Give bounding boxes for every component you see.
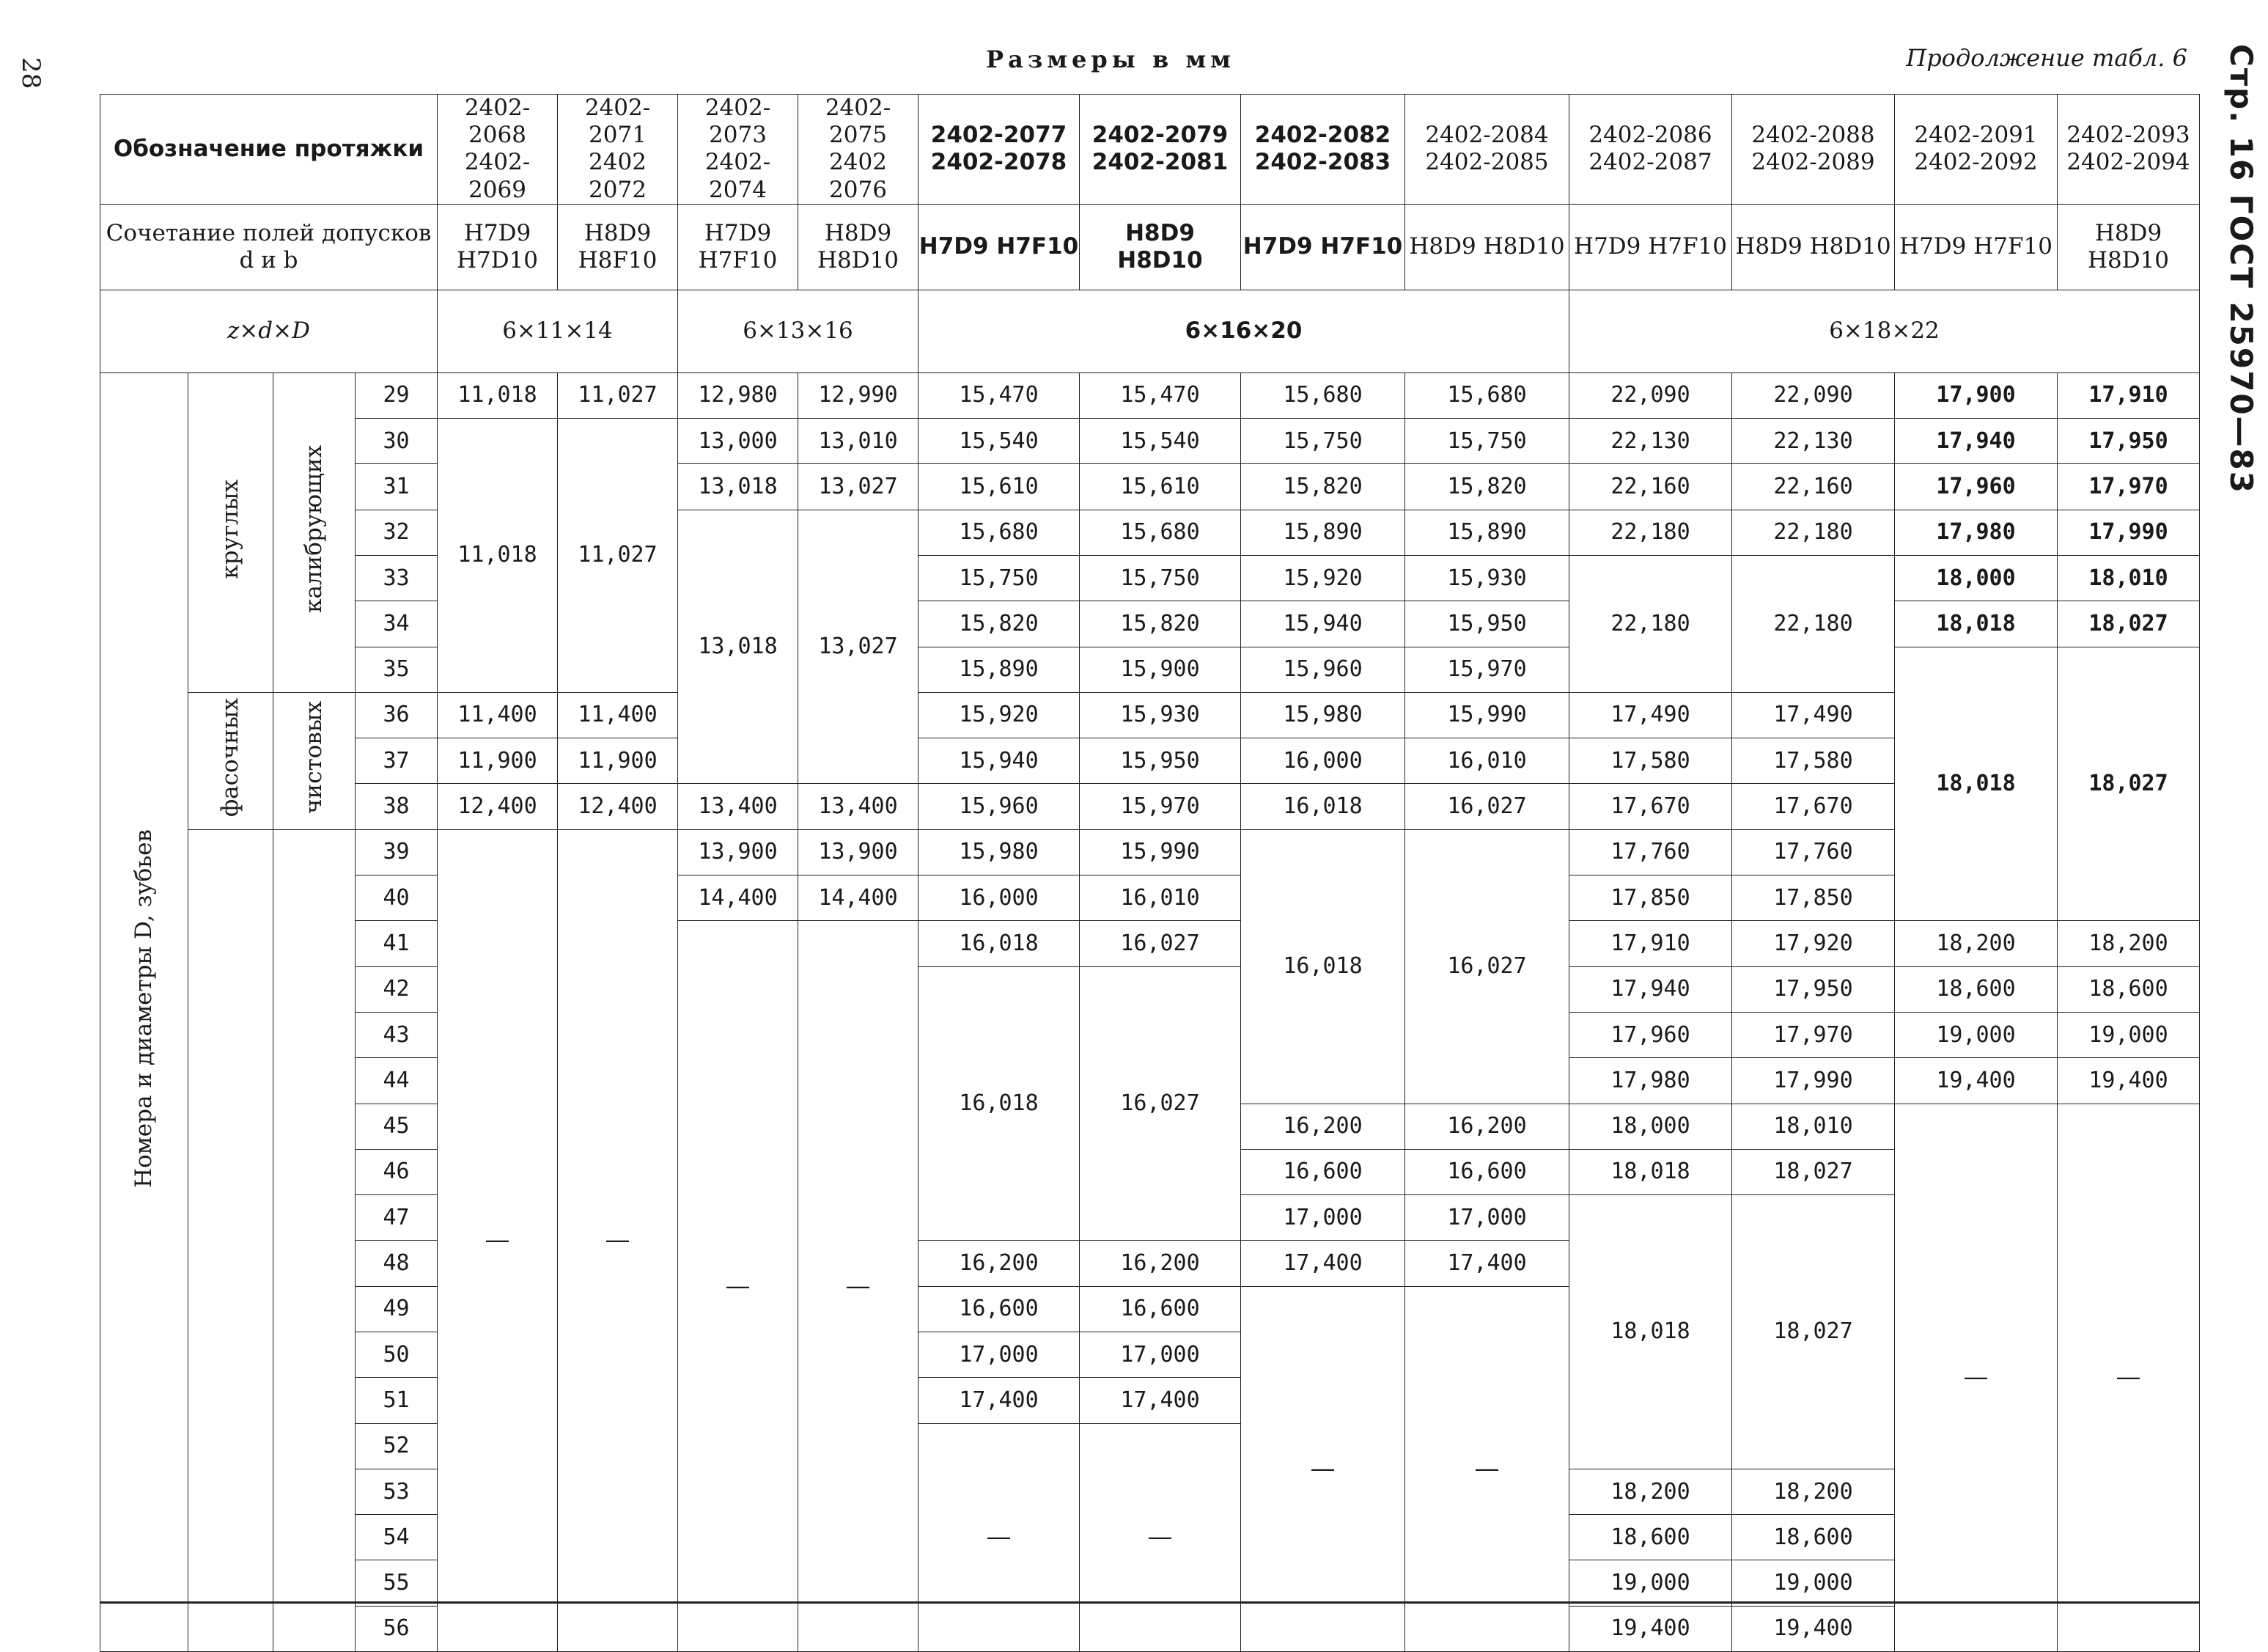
value-cell: 17,940 (1569, 966, 1732, 1012)
value-cell: 16,600 (918, 1286, 1080, 1332)
dims-cell: 6×11×14 (438, 290, 678, 372)
value-cell: 15,680 (918, 510, 1080, 555)
value-cell: 13,018 (678, 464, 798, 510)
value-cell: 13,900 (798, 829, 918, 875)
value-cell: 18,027 (2058, 601, 2200, 647)
tolerance-header: Сочетание полей допусков d и b (100, 204, 438, 290)
page-number: 28 (16, 57, 45, 89)
value-cell: 13,000 (678, 419, 798, 464)
value-cell: 17,990 (1732, 1058, 1895, 1104)
value-cell: 12,980 (678, 372, 798, 418)
tolerance-cell: H7D9 H7F10 (1569, 204, 1732, 290)
value-cell: 15,960 (1241, 647, 1405, 692)
value-cell: — (918, 1423, 1080, 1651)
dims-cell: 6×13×16 (678, 290, 918, 372)
value-cell: 16,027 (1405, 784, 1569, 829)
value-cell: — (1080, 1423, 1241, 1651)
value-cell: 16,600 (1080, 1286, 1241, 1332)
designation-cell: 2402-2088 2402-2089 (1732, 95, 1895, 205)
value-cell: 12,400 (438, 784, 558, 829)
value-cell: 14,400 (678, 875, 798, 921)
value-cell: 16,600 (1405, 1149, 1569, 1194)
value-cell: 16,200 (918, 1241, 1080, 1286)
value-cell: 13,400 (798, 784, 918, 829)
row-number: 37 (356, 738, 438, 784)
value-cell: 17,490 (1732, 692, 1895, 738)
value-cell: 16,000 (1241, 738, 1405, 784)
value-cell: 15,680 (1405, 372, 1569, 418)
value-cell: 18,600 (1569, 1515, 1732, 1560)
value-cell: 11,900 (438, 738, 558, 784)
value-cell: 15,540 (918, 419, 1080, 464)
tolerance-cell: H8D9 H8F10 (558, 204, 678, 290)
value-cell: 18,018 (1569, 1195, 1732, 1469)
row-number: 36 (356, 692, 438, 738)
value-cell: 17,910 (2058, 372, 2200, 418)
value-cell: 17,850 (1569, 875, 1732, 921)
value-cell: 22,090 (1569, 372, 1732, 418)
row-number: 31 (356, 464, 438, 510)
value-cell: 15,990 (1080, 829, 1241, 875)
designation-cell: 2402-2091 2402-2092 (1895, 95, 2058, 205)
row-number: 54 (356, 1515, 438, 1560)
designation-cell: 2402-2079 2402-2081 (1080, 95, 1241, 205)
tolerance-cell: H8D9 H8D10 (2058, 204, 2200, 290)
row-number: 46 (356, 1149, 438, 1194)
side-standard-label: Стр. 16 ГОСТ 25970—83 (2223, 44, 2259, 495)
value-cell: 15,890 (918, 647, 1080, 692)
value-cell: 15,890 (1405, 510, 1569, 555)
row-number: 47 (356, 1195, 438, 1241)
value-cell: 17,670 (1569, 784, 1732, 829)
value-cell: 18,200 (1895, 921, 2058, 966)
value-cell: 16,018 (918, 966, 1080, 1241)
value-cell: 22,180 (1569, 510, 1732, 555)
value-cell: 15,950 (1080, 738, 1241, 784)
value-cell: 11,900 (558, 738, 678, 784)
row-number: 51 (356, 1378, 438, 1423)
row-number: 48 (356, 1241, 438, 1286)
designation-cell: 2402-2082 2402-2083 (1241, 95, 1405, 205)
value-cell: 15,820 (1080, 601, 1241, 647)
designation-header: Обозначение протяжки (100, 95, 438, 205)
value-cell: — (1241, 1286, 1405, 1651)
value-cell: 15,890 (1241, 510, 1405, 555)
group-blank (188, 829, 273, 1651)
value-cell: 13,400 (678, 784, 798, 829)
value-cell: 15,470 (1080, 372, 1241, 418)
bottom-rule (100, 1601, 2199, 1604)
value-cell: 15,970 (1080, 784, 1241, 829)
row-number: 35 (356, 647, 438, 692)
tolerance-cell: H7D9 H7F10 (918, 204, 1080, 290)
value-cell: 17,970 (2058, 464, 2200, 510)
value-cell: 13,010 (798, 419, 918, 464)
value-cell: 15,980 (1241, 692, 1405, 738)
tolerance-cell: H8D9 H8D10 (1405, 204, 1569, 290)
value-cell: 15,950 (1405, 601, 1569, 647)
value-cell: 15,750 (1405, 419, 1569, 464)
continuation-label: Продолжение табл. 6 (1906, 44, 2187, 72)
value-cell: 12,400 (558, 784, 678, 829)
row-axis-label: Номера и диаметры D, зубьев (100, 372, 188, 1651)
value-cell: 15,680 (1241, 372, 1405, 418)
value-cell: 17,580 (1569, 738, 1732, 784)
value-cell: 17,960 (1895, 464, 2058, 510)
designation-cell: 2402-2068 2402-2069 (438, 95, 558, 205)
value-cell: 22,130 (1569, 419, 1732, 464)
value-cell: 15,960 (918, 784, 1080, 829)
value-cell: 11,400 (558, 692, 678, 738)
value-cell: — (1895, 1104, 2058, 1652)
value-cell: 17,970 (1732, 1012, 1895, 1057)
value-cell: 15,940 (918, 738, 1080, 784)
row-number: 50 (356, 1332, 438, 1377)
value-cell: 16,018 (918, 921, 1080, 966)
value-cell: 11,027 (558, 372, 678, 418)
tolerance-cell: H8D9 H8D10 (798, 204, 918, 290)
value-cell: 17,400 (1080, 1378, 1241, 1423)
value-cell: 13,027 (798, 510, 918, 784)
designation-cell: 2402-2071 2402 2072 (558, 95, 678, 205)
designation-cell: 2402-2077 2402-2078 (918, 95, 1080, 205)
value-cell: 22,160 (1732, 464, 1895, 510)
page-title: Размеры в мм (986, 45, 1235, 73)
value-cell: 15,980 (918, 829, 1080, 875)
value-cell: 17,980 (1895, 510, 2058, 555)
value-cell: — (678, 921, 798, 1652)
dimensions-table (100, 94, 2200, 1652)
value-cell: 15,970 (1405, 647, 1569, 692)
row-number: 52 (356, 1423, 438, 1469)
value-cell: 16,200 (1080, 1241, 1241, 1286)
value-cell: 22,130 (1732, 419, 1895, 464)
value-cell: — (558, 829, 678, 1651)
row-number: 29 (356, 372, 438, 418)
value-cell: 17,400 (1241, 1241, 1405, 1286)
value-cell: 15,540 (1080, 419, 1241, 464)
value-cell: 17,950 (1732, 966, 1895, 1012)
value-cell: 17,670 (1732, 784, 1895, 829)
value-cell: 17,400 (918, 1378, 1080, 1423)
row-number: 34 (356, 601, 438, 647)
tolerance-cell: H7D9 H7F10 (678, 204, 798, 290)
row-number: 39 (356, 829, 438, 875)
value-cell: 13,027 (798, 464, 918, 510)
value-cell: 16,027 (1405, 829, 1569, 1104)
row-number: 38 (356, 784, 438, 829)
sub-finishing: чистовых (273, 692, 356, 829)
value-cell: 17,920 (1732, 921, 1895, 966)
value-cell: 15,820 (1405, 464, 1569, 510)
value-cell: 17,490 (1569, 692, 1732, 738)
value-cell: 16,010 (1405, 738, 1569, 784)
value-cell: 17,000 (1405, 1195, 1569, 1241)
dims-cell: 6×16×20 (918, 290, 1569, 372)
value-cell: 16,200 (1241, 1104, 1405, 1149)
dims-cell: 6×18×22 (1569, 290, 2200, 372)
value-cell: 17,950 (2058, 419, 2200, 464)
value-cell: 17,000 (1080, 1332, 1241, 1377)
value-cell: 19,400 (1569, 1606, 1732, 1651)
value-cell: 17,400 (1405, 1241, 1569, 1286)
value-cell: 16,027 (1080, 966, 1241, 1241)
value-cell: 15,470 (918, 372, 1080, 418)
value-cell: 19,400 (1895, 1058, 2058, 1104)
value-cell: 18,000 (1895, 555, 2058, 601)
row-number: 42 (356, 966, 438, 1012)
value-cell: 18,200 (2058, 921, 2200, 966)
value-cell: 17,990 (2058, 510, 2200, 555)
tolerance-cell: H7D9 H7D10 (438, 204, 558, 290)
value-cell: 16,600 (1241, 1149, 1405, 1194)
value-cell: 15,820 (918, 601, 1080, 647)
value-cell: — (2058, 1104, 2200, 1652)
designation-cell: 2402-2086 2402-2087 (1569, 95, 1732, 205)
value-cell: 17,960 (1569, 1012, 1732, 1057)
value-cell: 15,680 (1080, 510, 1241, 555)
value-cell: 22,180 (1569, 555, 1732, 692)
value-cell: 17,910 (1569, 921, 1732, 966)
row-number: 30 (356, 419, 438, 464)
value-cell: 17,000 (1241, 1195, 1405, 1241)
value-cell: 19,000 (2058, 1012, 2200, 1057)
value-cell: 16,000 (918, 875, 1080, 921)
sub-blank (273, 829, 356, 1651)
value-cell: 17,580 (1732, 738, 1895, 784)
value-cell: 13,018 (678, 510, 798, 784)
value-cell: 18,027 (1732, 1195, 1895, 1469)
value-cell: 18,600 (2058, 966, 2200, 1012)
value-cell: 11,018 (438, 419, 558, 693)
value-cell: 17,980 (1569, 1058, 1732, 1104)
sub-calibrating: калибрующих (273, 372, 356, 692)
value-cell: 18,000 (1569, 1104, 1732, 1149)
value-cell: — (798, 921, 918, 1652)
value-cell: 17,760 (1732, 829, 1895, 875)
value-cell: 15,940 (1241, 601, 1405, 647)
value-cell: 18,010 (1732, 1104, 1895, 1149)
value-cell: 15,920 (918, 692, 1080, 738)
row-number: 40 (356, 875, 438, 921)
value-cell: 17,850 (1732, 875, 1895, 921)
tolerance-cell: H8D9 H8D10 (1080, 204, 1241, 290)
value-cell: 15,750 (1080, 555, 1241, 601)
tolerance-cell: H7D9 H7F10 (1895, 204, 2058, 290)
value-cell: 16,200 (1405, 1104, 1569, 1149)
value-cell: 15,900 (1080, 647, 1241, 692)
value-cell: 15,990 (1405, 692, 1569, 738)
value-cell: 16,010 (1080, 875, 1241, 921)
value-cell: 15,920 (1241, 555, 1405, 601)
group-shaped: фасочных (188, 692, 273, 829)
value-cell: 16,027 (1080, 921, 1241, 966)
value-cell: 22,180 (1732, 555, 1895, 692)
value-cell: 19,400 (1732, 1606, 1895, 1651)
row-number: 56 (356, 1606, 438, 1651)
value-cell: 19,000 (1895, 1012, 2058, 1057)
value-cell: 15,750 (918, 555, 1080, 601)
value-cell: 16,018 (1241, 829, 1405, 1104)
group-round: круглых (188, 372, 273, 692)
tolerance-cell: H7D9 H7F10 (1241, 204, 1405, 290)
designation-cell: 2402-2075 2402 2076 (798, 95, 918, 205)
value-cell: 15,610 (1080, 464, 1241, 510)
value-cell: 11,018 (438, 372, 558, 418)
row-number: 49 (356, 1286, 438, 1332)
designation-cell: 2402-2084 2402-2085 (1405, 95, 1569, 205)
tolerance-cell: H8D9 H8D10 (1732, 204, 1895, 290)
value-cell: 15,930 (1405, 555, 1569, 601)
value-cell: — (438, 829, 558, 1651)
value-cell: — (1405, 1286, 1569, 1651)
value-cell: 15,610 (918, 464, 1080, 510)
value-cell: 14,400 (798, 875, 918, 921)
value-cell: 18,018 (1569, 1149, 1732, 1194)
value-cell: 22,180 (1732, 510, 1895, 555)
value-cell: 17,940 (1895, 419, 2058, 464)
value-cell: 17,900 (1895, 372, 2058, 418)
value-cell: 15,750 (1241, 419, 1405, 464)
value-cell: 18,018 (1895, 601, 2058, 647)
value-cell: 18,027 (1732, 1149, 1895, 1194)
value-cell: 18,200 (1569, 1469, 1732, 1514)
value-cell: 17,760 (1569, 829, 1732, 875)
dims-header: z×d×D (100, 290, 438, 372)
row-number: 41 (356, 921, 438, 966)
row-number: 43 (356, 1012, 438, 1057)
value-cell: 13,900 (678, 829, 798, 875)
value-cell: 18,600 (1895, 966, 2058, 1012)
value-cell: 18,010 (2058, 555, 2200, 601)
value-cell: 18,600 (1732, 1515, 1895, 1560)
value-cell: 15,820 (1241, 464, 1405, 510)
value-cell: 12,990 (798, 372, 918, 418)
value-cell: 11,400 (438, 692, 558, 738)
row-number: 33 (356, 555, 438, 601)
value-cell: 18,018 (1895, 647, 2058, 921)
value-cell: 18,027 (2058, 647, 2200, 921)
row-number: 32 (356, 510, 438, 555)
row-number: 44 (356, 1058, 438, 1104)
designation-cell: 2402-2073 2402-2074 (678, 95, 798, 205)
row-number: 45 (356, 1104, 438, 1149)
value-cell: 16,018 (1241, 784, 1405, 829)
value-cell: 19,400 (2058, 1058, 2200, 1104)
value-cell: 11,027 (558, 419, 678, 693)
row-number: 55 (356, 1560, 438, 1606)
row-number: 53 (356, 1469, 438, 1514)
value-cell: 22,160 (1569, 464, 1732, 510)
value-cell: 17,000 (918, 1332, 1080, 1377)
value-cell: 19,000 (1732, 1560, 1895, 1606)
designation-cell: 2402-2093 2402-2094 (2058, 95, 2200, 205)
value-cell: 15,930 (1080, 692, 1241, 738)
value-cell: 19,000 (1569, 1560, 1732, 1606)
value-cell: 22,090 (1732, 372, 1895, 418)
value-cell: 18,200 (1732, 1469, 1895, 1514)
